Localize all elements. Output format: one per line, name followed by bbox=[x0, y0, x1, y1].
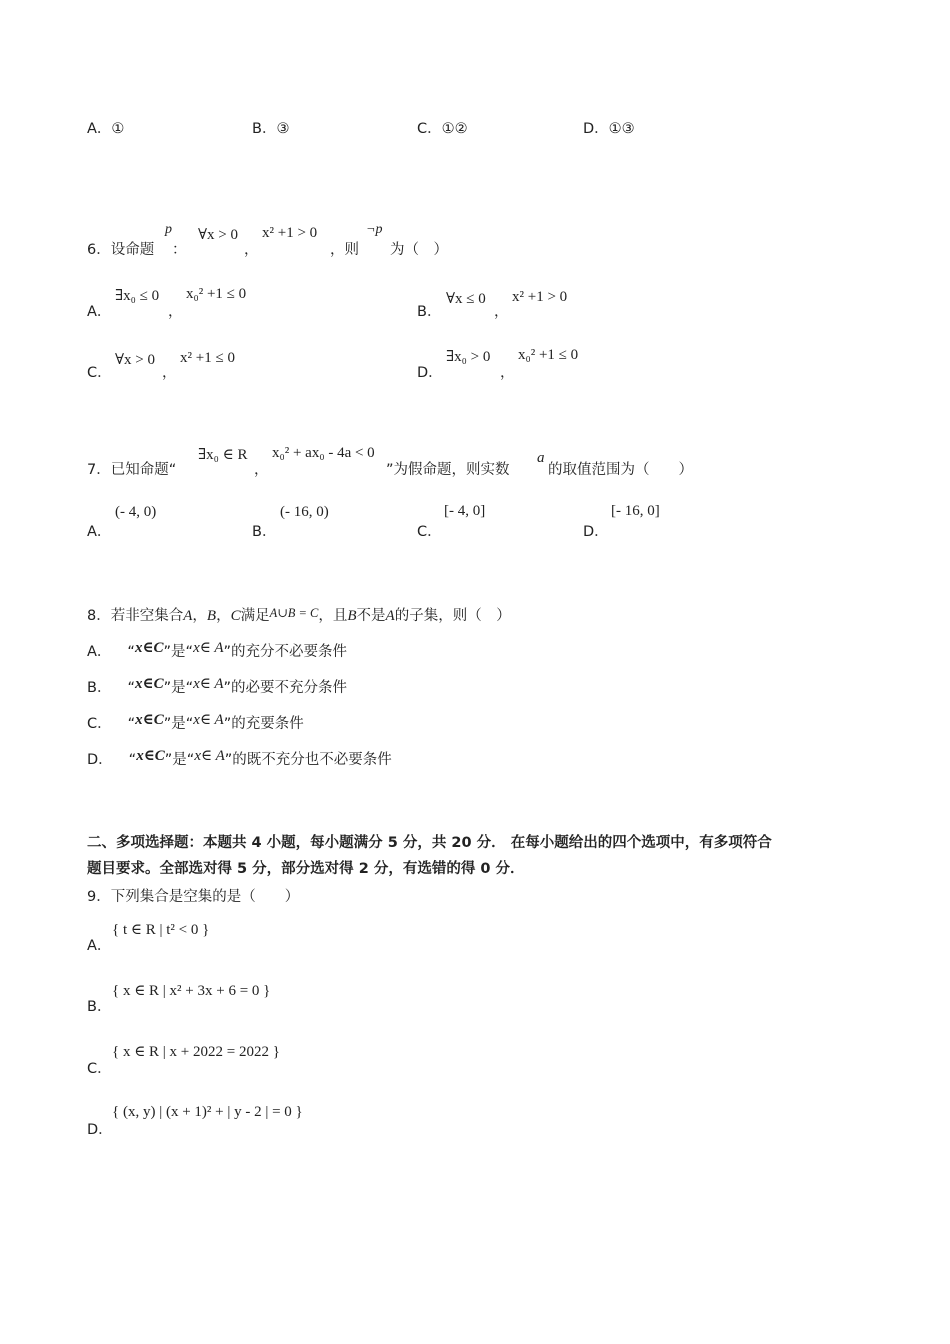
q7-option-c-value: [- 4, 0] bbox=[444, 503, 486, 519]
q6-inequality: x² +1 > 0 bbox=[262, 225, 318, 241]
quote: “ bbox=[128, 752, 137, 768]
q7-stem-suffix: 的取值范围为（ ） bbox=[548, 462, 693, 478]
q9-option-a-set: { t ∈ R | t² < 0 } bbox=[112, 922, 210, 938]
q6-option-b-part1: ∀x ≤ 0 bbox=[446, 291, 486, 307]
q5-option-c bbox=[417, 117, 468, 138]
q7-option-b-value: (- 16, 0) bbox=[280, 504, 329, 520]
q9-option-b-set: { x ∈ R | x² + 3x + 6 = 0 } bbox=[112, 983, 271, 999]
condition-x-in-a: x∈ A bbox=[194, 748, 225, 764]
q8-stem-text: 的子集，则（ ） bbox=[394, 608, 511, 624]
q8-comma: ， bbox=[216, 608, 231, 624]
q6-option-d-label: D． bbox=[417, 365, 443, 381]
q6-option-a-sep: ， bbox=[168, 304, 183, 320]
q6-stem-prefix: 6．设命题 bbox=[87, 242, 155, 258]
condition-x-in-a: x∈ A bbox=[193, 640, 224, 656]
q6-forall: ∀x > 0 bbox=[198, 227, 239, 243]
option-text: ① bbox=[111, 121, 125, 137]
q8-set-a: A bbox=[385, 608, 395, 624]
q8-stem-text: 8．若非空集合 bbox=[87, 608, 184, 624]
q8-set-b: B bbox=[206, 608, 217, 624]
q9-option-a-label: A． bbox=[87, 938, 112, 954]
option-text: ”的充要条件 bbox=[223, 716, 304, 732]
q9-option-b-label: B． bbox=[87, 999, 112, 1015]
q8-set-b: B bbox=[347, 608, 357, 624]
quote: “ bbox=[127, 644, 135, 660]
q6-option-b-label: B． bbox=[417, 304, 442, 320]
q7-exists-part: ∃x₀ ∈ R bbox=[198, 447, 248, 463]
q8-option-d bbox=[87, 748, 392, 769]
q8-option-b bbox=[87, 676, 347, 697]
option-label: C． bbox=[87, 716, 112, 732]
q6-stem-suffix: 为（ ） bbox=[390, 242, 448, 258]
option-text: ①③ bbox=[608, 121, 635, 137]
q6-option-b-sep: ， bbox=[494, 304, 509, 320]
q8-stem-text: 满足 bbox=[240, 608, 270, 624]
option-text: ”的既不充分也不必要条件 bbox=[224, 752, 392, 768]
quote: “ bbox=[127, 716, 136, 732]
q6-option-b-part2: x² +1 > 0 bbox=[512, 289, 568, 305]
quote: “ bbox=[127, 680, 135, 696]
condition-x-in-a: x∈ A bbox=[193, 676, 224, 692]
q6-option-c-label: C． bbox=[87, 365, 112, 381]
q7-a: a bbox=[537, 450, 545, 466]
q8-stem-text: 不是 bbox=[356, 608, 386, 624]
q7-inequality: x₀² + ax₀ - 4a < 0 bbox=[272, 445, 375, 461]
q8-stem bbox=[87, 604, 511, 625]
q9-option-c-label: C． bbox=[87, 1061, 112, 1077]
q7-comma: ， bbox=[254, 462, 269, 478]
q5-option-a bbox=[87, 117, 124, 138]
condition-x-in-c: x∈C bbox=[136, 748, 165, 764]
q6-comma: ， bbox=[244, 242, 259, 258]
q8-option-c bbox=[87, 712, 304, 733]
option-text: ”是“ bbox=[163, 644, 194, 660]
q9-option-d-set: { (x, y) | (x + 1)² + | y - 2 | = 0 } bbox=[112, 1104, 303, 1120]
q6-colon: ： bbox=[172, 242, 187, 258]
q6-option-d-part2: x₀² +1 ≤ 0 bbox=[518, 347, 579, 363]
option-text: ”的充分不必要条件 bbox=[223, 644, 347, 660]
q8-option-a bbox=[87, 640, 347, 661]
q8-set-c: C bbox=[230, 608, 241, 624]
q5-option-d bbox=[583, 117, 635, 138]
q8-comma: ， bbox=[192, 608, 207, 624]
q7-stem-prefix: 7．已知命题“ bbox=[87, 462, 177, 478]
q6-option-d-sep: ， bbox=[500, 365, 515, 381]
q7-option-c-label: C． bbox=[417, 524, 442, 540]
option-text: ”是“ bbox=[164, 752, 195, 768]
option-text: ①② bbox=[441, 121, 468, 137]
q7-option-d-label: D． bbox=[583, 524, 609, 540]
q6-option-c-part2: x² +1 ≤ 0 bbox=[180, 350, 235, 366]
q9-option-c-set: { x ∈ R | x + 2022 = 2022 } bbox=[112, 1044, 280, 1060]
q6-option-c-part1: ∀x > 0 bbox=[115, 352, 156, 368]
q6-p: p bbox=[165, 222, 172, 237]
option-label: B． bbox=[252, 121, 277, 137]
q9-option-d-label: D． bbox=[87, 1122, 113, 1138]
q8-stem-text: ，且 bbox=[318, 608, 348, 624]
option-text: ”是“ bbox=[163, 680, 194, 696]
q7-option-a-value: (- 4, 0) bbox=[115, 504, 157, 520]
q9-stem: 9．下列集合是空集的是（ ） bbox=[87, 889, 300, 905]
condition-x-in-c: x∈C bbox=[134, 676, 164, 692]
option-label: D． bbox=[583, 121, 609, 137]
q8-set-a: A bbox=[183, 608, 193, 624]
q6-option-a-label: A． bbox=[87, 304, 112, 320]
option-text: ③ bbox=[276, 121, 290, 137]
q6-then: ，则 bbox=[330, 242, 359, 258]
q6-option-a-part2: x₀² +1 ≤ 0 bbox=[186, 286, 247, 302]
q6-option-d-part1: ∃x₀ > 0 bbox=[446, 349, 491, 365]
option-text: ”是“ bbox=[163, 716, 194, 732]
option-label: A． bbox=[87, 121, 112, 137]
condition-x-in-c: x∈C bbox=[134, 640, 164, 656]
option-text: ”的必要不充分条件 bbox=[223, 680, 348, 696]
option-label: C． bbox=[417, 121, 442, 137]
q5-option-b bbox=[252, 117, 289, 138]
option-label: B． bbox=[87, 680, 112, 696]
q6-option-c-sep: ， bbox=[162, 365, 177, 381]
q6-option-a-part1: ∃x₀ ≤ 0 bbox=[115, 288, 160, 304]
section-2-line-2: 题目要求。全部选对得 5 分，部分选对得 2 分，有选错的得 0 分． bbox=[87, 861, 525, 877]
q7-option-a-label: A． bbox=[87, 524, 112, 540]
q7-option-d-value: [- 16, 0] bbox=[611, 503, 660, 519]
q7-option-b-label: B． bbox=[252, 524, 277, 540]
option-label: A． bbox=[87, 644, 112, 660]
section-2-line-1: 二、多项选择题：本题共 4 小题，每小题满分 5 分，共 20 分． 在每小题给出的四个选项中，有多项符合 bbox=[87, 835, 772, 851]
q6-not-p: ¬p bbox=[366, 222, 383, 237]
condition-x-in-a: x∈ A bbox=[193, 712, 224, 728]
q8-union-formula: A∪B = C bbox=[269, 606, 319, 620]
q7-stem-middle: ”为假命题，则实数 bbox=[386, 462, 510, 478]
condition-x-in-c: x∈C bbox=[135, 712, 164, 728]
option-label: D． bbox=[87, 752, 113, 768]
